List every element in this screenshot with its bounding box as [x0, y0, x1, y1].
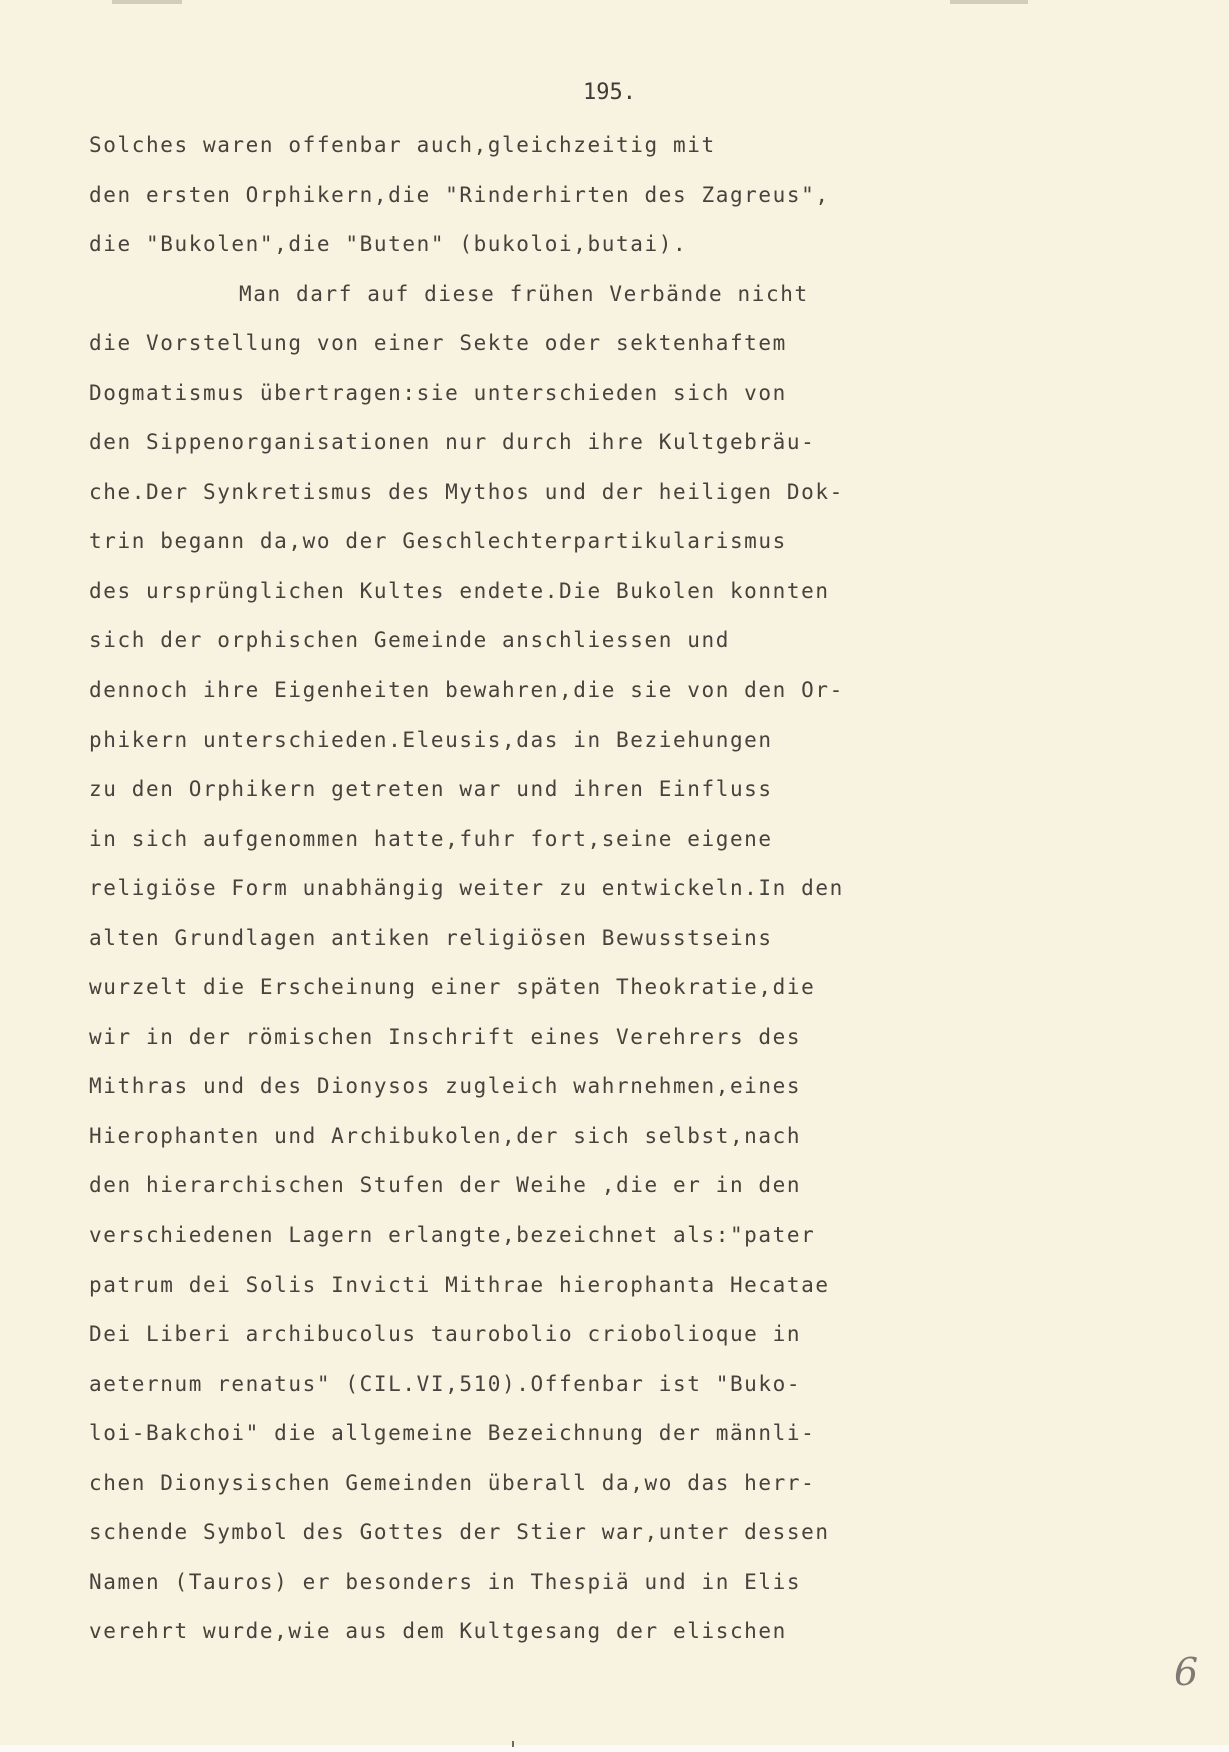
text-line: Solches waren offenbar auch,gleichzeitig mit [89, 133, 716, 157]
page-number: 195. [583, 80, 636, 105]
text-line: verschiedenen Lagern erlangte,bezeichnet als:"pater [89, 1223, 816, 1248]
text-line: dennoch ihre Eigenheiten bewahren,die sie von den Or- [89, 678, 844, 703]
text-line: wir in der römischen Inschrift eines Verehrers des [89, 1024, 802, 1049]
text-line: verehrt wurde,wie aus dem Kultgesang der elischen [89, 1619, 787, 1644]
typewritten-body [89, 121, 1109, 1657]
text-line: sich der orphischen Gemeinde anschliessen und [89, 628, 730, 653]
paper-clip-mark [950, 0, 1028, 4]
text-line: alten Grundlagen antiken religiösen Bewusstseins [89, 925, 773, 950]
text-line: Man darf auf diese frühen Verbände nicht [239, 281, 809, 306]
text-line: zu den Orphikern getreten war und ihren Einfluss [89, 777, 773, 802]
text-line: des ursprünglichen Kultes endete.Die Bukolen konnten [89, 578, 830, 603]
text-line: den Sippenorganisationen nur durch ihre Kultgebräu- [89, 430, 816, 455]
folio-mark: 6 [1174, 1650, 1199, 1694]
text-line: den ersten Orphikern,die "Rinderhirten des Zagreus", [89, 182, 830, 207]
text-line: che.Der Synkretismus des Mythos und der heiligen Dok- [89, 479, 844, 504]
bottom-tick-mark [512, 1741, 514, 1747]
text-line: Mithras und des Dionysos zugleich wahrnehmen,eines [89, 1074, 802, 1099]
text-line: religiöse Form unabhängig weiter zu entwickeln.In den [89, 876, 844, 901]
text-line: die Vorstellung von einer Sekte oder sektenhaftem [89, 331, 787, 356]
text-line: patrum dei Solis Invicti Mithrae hierophanta Hecatae [89, 1272, 830, 1297]
text-line: Dei Liberi archibucolus taurobolio criobolioque in [89, 1322, 802, 1347]
text-line: aeternum renatus" (CIL.VI,510).Offenbar ist "Buko- [89, 1371, 802, 1396]
text-line: chen Dionysischen Gemeinden überall da,wo das herr- [89, 1470, 816, 1495]
paper-clip-mark [112, 0, 182, 4]
text-line: den hierarchischen Stufen der Weihe ,die er in den [89, 1173, 802, 1198]
text-line: Namen (Tauros) er besonders in Thespiä und in Elis [89, 1569, 802, 1594]
text-line: Hierophanten und Archibukolen,der sich selbst,nach [89, 1123, 802, 1148]
text-line: die "Bukolen",die "Buten" (bukoloi,butai). [89, 232, 688, 257]
text-line: wurzelt die Erscheinung einer späten Theokratie,die [89, 975, 816, 1000]
text-line: loi-Bakchoi" die allgemeine Bezeichnung der männli- [89, 1421, 816, 1446]
text-line: schende Symbol des Gottes der Stier war,unter dessen [89, 1520, 830, 1545]
text-line: Dogmatismus übertragen:sie unterschieden sich von [89, 380, 787, 405]
page-bottom-edge [0, 1745, 1229, 1752]
text-line: in sich aufgenommen hatte,fuhr fort,seine eigene [89, 826, 773, 851]
text-line: phikern unterschieden.Eleusis,das in Beziehungen [89, 727, 773, 752]
text-line: trin begann da,wo der Geschlechterpartikularismus [89, 529, 787, 554]
